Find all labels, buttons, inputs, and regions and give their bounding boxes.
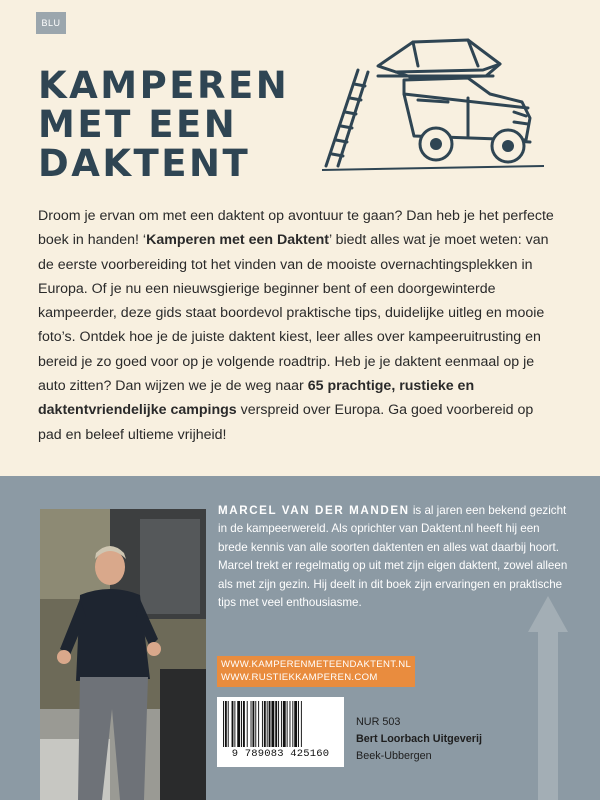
publisher-city: Beek-Ubbergen xyxy=(356,750,432,762)
book-description xyxy=(38,204,558,447)
arrow-graphic xyxy=(528,596,568,800)
barcode-bars xyxy=(217,697,344,749)
nur-code: NUR 503 xyxy=(356,716,401,728)
barcode-bar xyxy=(269,701,271,747)
description-book-title: Kamperen met een Daktent xyxy=(146,232,329,249)
book-title xyxy=(38,66,289,183)
barcode-bar xyxy=(294,701,297,747)
barcode-bar xyxy=(225,701,227,747)
publisher-info xyxy=(356,714,482,765)
barcode-bar xyxy=(275,701,277,747)
barcode-bar xyxy=(243,701,245,747)
barcode-bar xyxy=(255,701,256,747)
barcode-bar xyxy=(278,701,279,747)
author-bio xyxy=(218,502,568,612)
barcode-bar xyxy=(252,701,254,747)
barcode-bar xyxy=(264,701,266,747)
barcode-bar xyxy=(234,701,235,747)
title-line-1: KAMPEREN xyxy=(38,64,290,107)
isbn-digits: 9 789083 425160 xyxy=(231,748,330,760)
barcode-bar xyxy=(241,701,242,747)
barcode-bar xyxy=(237,701,240,747)
barcode-bar xyxy=(292,701,293,747)
barcode-bar xyxy=(283,701,286,747)
barcode-bar xyxy=(281,701,282,747)
website-links xyxy=(217,656,415,687)
barcode-bar xyxy=(271,701,274,747)
barcode-bar xyxy=(247,701,248,747)
barcode-bar xyxy=(301,701,302,747)
barcode-bar xyxy=(287,701,288,747)
author-photo xyxy=(40,509,206,800)
barcode-bar xyxy=(290,701,291,747)
barcode-bar xyxy=(258,701,259,747)
barcode-bar xyxy=(223,701,224,747)
website-link-1[interactable]: WWW.KAMPERENMETEENDAKTENT.NL xyxy=(221,659,412,670)
publisher-name: Bert Loorbach Uitgeverij xyxy=(356,733,482,745)
barcode-bar xyxy=(267,701,268,747)
barcode-bar xyxy=(232,701,234,747)
description-highlight: 65 prachtige, rustieke en daktentvriendelijke campings xyxy=(38,378,475,419)
rooftop-tent-car-illustration xyxy=(318,36,550,176)
website-link-2[interactable]: WWW.RUSTIEKKAMPEREN.COM xyxy=(221,672,378,683)
author-name: MARCEL VAN DER MANDEN xyxy=(218,504,410,517)
barcode-bar xyxy=(251,701,252,747)
author-bio-text: is al jaren een bekend gezicht in de kampeerwereld. Als oprichter van Daktent.nl heeft hij een brede kennis van alle soorten daktenten en alles wat daarbij hoort. Marcel trekt er regelmatig op uit met zijn eigen daktent, zowel alleen als met zijn gezin. Hij deelt in dit boek zijn ervaringen en praktische tips met veel enthousiasme. xyxy=(218,504,568,610)
title-line-2: MET EEN xyxy=(38,103,238,146)
description-part-2: ’ biedt alles wat je moet weten: van de eerste voorbereiding tot het vinden van de mooiste overnachtingsplekken in Europa. Of je nu een nieuwsgierige beginner bent of een doorgewinterde kampeerder, deze gids staat boordevol praktische tips, duidelijke uitleg en mooie foto’s. Ontdek hoe je de juiste daktent kiest, leer alles over kampeeruitrusting en bereid je zo goed voor op je volgende roadtrip. Heb je je daktent eenmaal op je auto zitten? Dan wijzen we je de weg naar xyxy=(38,232,549,395)
title-line-3: DAKTENT xyxy=(38,142,251,185)
barcode-bar xyxy=(298,701,299,747)
barcode-bar xyxy=(228,701,229,747)
barcode-bar xyxy=(262,701,263,747)
description-part-1: Droom je ervan om met een daktent op avontuur te gaan? Dan heb je het perfecte boek in handen! ‘ xyxy=(38,208,554,249)
description-part-3: verspreid over Europa. Ga goed voorbereid op pad en beleef ultieme vrijheid! xyxy=(38,402,534,443)
series-badge: BLU xyxy=(36,12,66,34)
isbn-barcode xyxy=(217,697,344,767)
